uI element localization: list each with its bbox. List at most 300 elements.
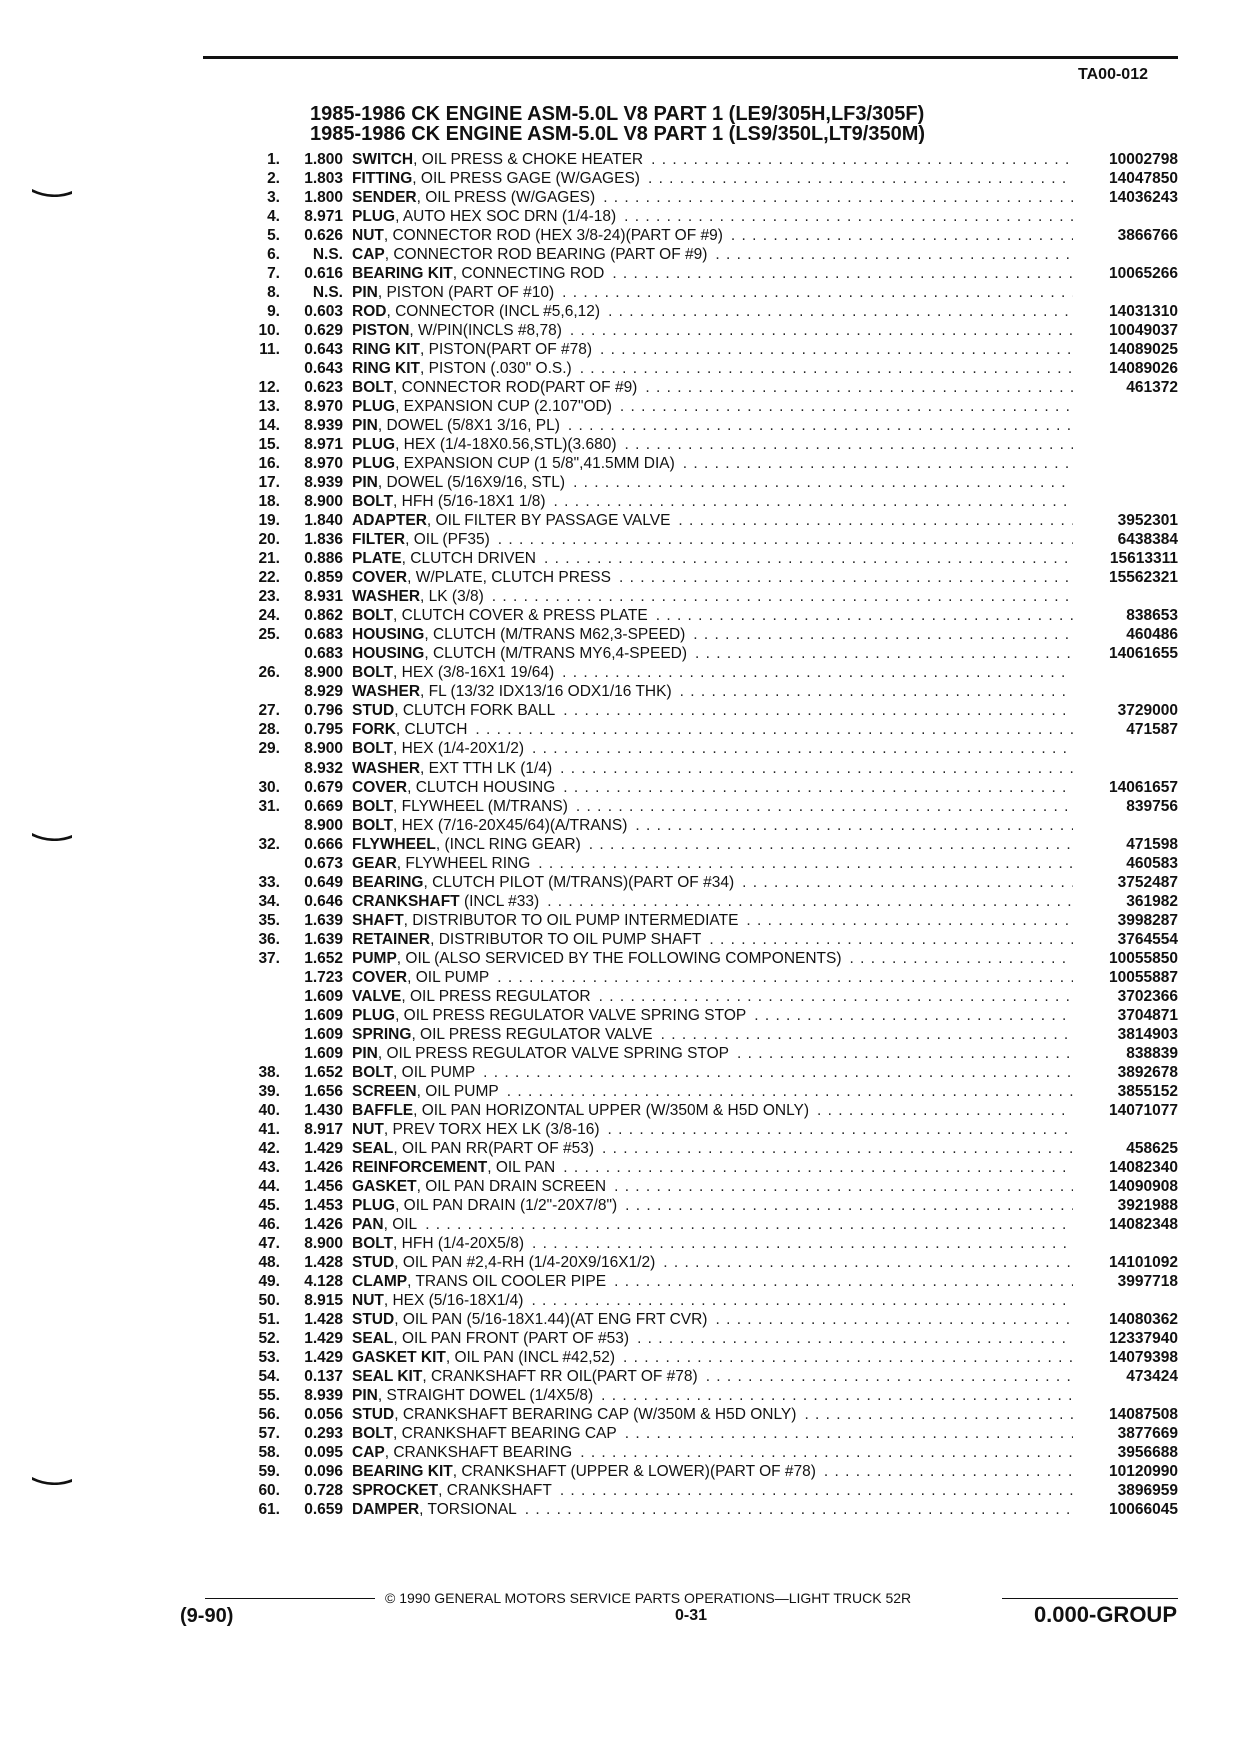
part-row bbox=[240, 987, 1178, 1006]
item-number: 30. bbox=[258, 778, 280, 796]
part-name: SPROCKET bbox=[352, 1482, 439, 1500]
leader-dots bbox=[563, 701, 1073, 720]
item-number: 50. bbox=[258, 1291, 280, 1309]
part-number: 14101092 bbox=[1109, 1253, 1178, 1271]
part-detail: , PISTON(PART OF #78) bbox=[420, 341, 593, 359]
part-row bbox=[240, 150, 1178, 169]
part-row bbox=[240, 340, 1178, 359]
group-number: 0.796 bbox=[304, 702, 343, 720]
leader-dots bbox=[554, 492, 1073, 511]
part-row bbox=[240, 283, 1178, 302]
group-number: 0.603 bbox=[304, 303, 343, 321]
part-detail: , OIL FILTER BY PASSAGE VALVE bbox=[426, 512, 671, 530]
item-number: 44. bbox=[258, 1177, 280, 1195]
part-name: NUT bbox=[352, 1120, 384, 1138]
group-number: 1.639 bbox=[304, 911, 343, 929]
leader-dots bbox=[737, 1044, 1073, 1063]
part-row bbox=[240, 797, 1178, 816]
group-number: 1.840 bbox=[304, 512, 343, 530]
part-row bbox=[240, 1272, 1178, 1291]
part-detail: , TORSIONAL bbox=[419, 1501, 517, 1519]
part-detail: , PREV TORX HEX LK (3/8-16) bbox=[383, 1120, 600, 1138]
part-row bbox=[240, 226, 1178, 245]
part-description bbox=[352, 549, 1073, 568]
item-number: 21. bbox=[258, 550, 280, 568]
part-name: BOLT bbox=[352, 379, 394, 397]
part-number: 3952301 bbox=[1117, 512, 1178, 530]
part-number: 3998287 bbox=[1117, 911, 1178, 929]
part-detail: , OIL PRESS REGULATOR VALVE SPRING STOP bbox=[395, 1006, 747, 1024]
part-row bbox=[240, 1253, 1178, 1272]
group-number: 1.609 bbox=[304, 1006, 343, 1024]
leader-dots bbox=[544, 549, 1073, 568]
part-row bbox=[240, 873, 1178, 892]
part-name: SEAL KIT bbox=[352, 1368, 423, 1385]
part-row bbox=[240, 397, 1178, 416]
leader-dots bbox=[602, 1139, 1073, 1158]
part-row bbox=[240, 1291, 1178, 1310]
part-number: 458625 bbox=[1126, 1139, 1178, 1157]
leader-dots bbox=[645, 378, 1073, 397]
leader-dots bbox=[661, 1025, 1073, 1044]
part-number: 14089025 bbox=[1109, 341, 1178, 359]
part-row bbox=[240, 245, 1178, 264]
part-row bbox=[240, 587, 1178, 606]
leader-dots bbox=[525, 1500, 1073, 1519]
part-description bbox=[352, 568, 1073, 587]
part-number: 14089026 bbox=[1109, 360, 1178, 378]
item-number: 14. bbox=[258, 417, 280, 435]
part-number: 3702366 bbox=[1117, 987, 1178, 1005]
leader-dots bbox=[804, 1405, 1073, 1424]
group-number: 8.900 bbox=[304, 740, 343, 758]
part-description bbox=[352, 797, 1073, 816]
leader-dots bbox=[563, 778, 1073, 797]
group-number: 8.971 bbox=[304, 436, 343, 454]
part-name: FITTING bbox=[352, 170, 413, 188]
part-number: 14061655 bbox=[1109, 645, 1178, 663]
part-detail: , CLUTCH FORK BALL bbox=[394, 702, 556, 720]
part-description bbox=[352, 1329, 1073, 1348]
part-detail: , OIL PRESS REGULATOR bbox=[401, 987, 591, 1005]
part-detail: , CONNECTOR ROD(PART OF #9) bbox=[393, 379, 638, 397]
leader-dots bbox=[715, 245, 1073, 264]
item-number: 7. bbox=[267, 265, 280, 283]
part-detail: , CONNECTOR ROD BEARING (PART OF #9) bbox=[384, 246, 708, 264]
part-row bbox=[240, 435, 1178, 454]
part-name: PUMP bbox=[352, 949, 397, 967]
part-number: 15562321 bbox=[1109, 569, 1178, 587]
part-description bbox=[352, 701, 1073, 720]
item-number: 27. bbox=[258, 702, 280, 720]
part-row bbox=[240, 1234, 1178, 1253]
item-number: 55. bbox=[258, 1387, 280, 1405]
leader-dots bbox=[576, 797, 1073, 816]
group-number: 1.609 bbox=[304, 1044, 343, 1062]
part-description bbox=[352, 283, 1073, 302]
part-row bbox=[240, 1101, 1178, 1120]
part-description bbox=[352, 1462, 1073, 1481]
part-number: 14061657 bbox=[1109, 778, 1178, 796]
part-number: 14031310 bbox=[1109, 303, 1178, 321]
part-name: HOUSING bbox=[352, 645, 425, 663]
part-detail: , OIL bbox=[383, 1215, 418, 1233]
part-description bbox=[352, 321, 1073, 340]
part-row bbox=[240, 835, 1178, 854]
item-number: 42. bbox=[258, 1139, 280, 1157]
part-row bbox=[240, 930, 1178, 949]
item-number: 61. bbox=[258, 1501, 280, 1519]
part-description bbox=[352, 1272, 1073, 1291]
part-row bbox=[240, 1424, 1178, 1443]
item-number: 34. bbox=[258, 892, 280, 910]
part-number: 361982 bbox=[1126, 892, 1178, 910]
part-name: BEARING bbox=[352, 873, 424, 891]
part-name: NUT bbox=[352, 227, 384, 245]
group-number: 0.643 bbox=[304, 360, 343, 378]
part-number: 14080362 bbox=[1109, 1310, 1178, 1328]
part-detail: , HEX (1/4-20X1/2) bbox=[393, 740, 524, 758]
part-name: BOLT bbox=[352, 1063, 394, 1081]
part-description bbox=[352, 245, 1073, 264]
group-number: 1.429 bbox=[304, 1348, 343, 1366]
part-description bbox=[352, 1291, 1073, 1310]
leader-dots bbox=[538, 854, 1073, 873]
part-number: 473424 bbox=[1126, 1368, 1178, 1385]
group-number: 1.652 bbox=[304, 1063, 343, 1081]
item-number: 9. bbox=[267, 303, 280, 321]
part-row bbox=[240, 264, 1178, 283]
group-number: 8.900 bbox=[304, 1234, 343, 1252]
item-number: 57. bbox=[258, 1425, 280, 1443]
group-number: 0.666 bbox=[304, 835, 343, 853]
part-number: 14071077 bbox=[1109, 1101, 1178, 1119]
part-detail: , AUTO HEX SOC DRN (1/4-18) bbox=[395, 208, 617, 226]
part-detail: , CRANKSHAFT BEARING bbox=[384, 1444, 573, 1462]
part-name: RING KIT bbox=[352, 341, 421, 359]
item-number: 39. bbox=[258, 1082, 280, 1100]
part-description bbox=[352, 492, 1073, 511]
part-description bbox=[352, 1500, 1073, 1519]
group-number: 0.626 bbox=[304, 227, 343, 245]
part-row bbox=[240, 625, 1178, 644]
group-number: 8.939 bbox=[304, 417, 343, 435]
group-number: 1.428 bbox=[304, 1253, 343, 1271]
part-description bbox=[352, 150, 1073, 169]
part-description bbox=[352, 473, 1073, 492]
part-description bbox=[352, 530, 1073, 549]
part-description bbox=[352, 1310, 1073, 1329]
part-name: ROD bbox=[352, 303, 387, 321]
part-name: PLUG bbox=[352, 436, 396, 454]
revision-date: (9-90) bbox=[180, 1605, 234, 1627]
group-number: 8.915 bbox=[304, 1291, 343, 1309]
part-row bbox=[240, 1462, 1178, 1481]
part-row bbox=[240, 854, 1178, 873]
part-detail: , CONNECTOR (INCL #5,6,12) bbox=[386, 303, 601, 321]
item-number: 43. bbox=[258, 1158, 280, 1176]
group-number: 1.456 bbox=[304, 1177, 343, 1195]
leader-dots bbox=[625, 1196, 1073, 1215]
part-name: BOLT bbox=[352, 493, 394, 511]
item-number: 3. bbox=[267, 189, 280, 207]
part-number: 14082348 bbox=[1109, 1215, 1178, 1233]
page-title-line-2: 1985-1986 CK ENGINE ASM-5.0L V8 PART 1 (LS9/350L,LT9/350M) bbox=[310, 123, 926, 145]
part-name: STUD bbox=[352, 1310, 395, 1328]
group-number: 1.429 bbox=[304, 1329, 343, 1347]
part-description bbox=[352, 1025, 1073, 1044]
part-row bbox=[240, 1044, 1178, 1063]
part-number: 3892678 bbox=[1117, 1063, 1178, 1081]
item-number: 32. bbox=[258, 835, 280, 853]
leader-dots bbox=[475, 720, 1073, 739]
part-description bbox=[352, 1348, 1073, 1367]
item-number: 5. bbox=[267, 227, 280, 245]
part-detail: , OIL PRESS REGULATOR VALVE bbox=[411, 1025, 653, 1043]
part-name: PLATE bbox=[352, 550, 402, 568]
part-number: 838653 bbox=[1126, 607, 1178, 625]
leader-dots bbox=[531, 1291, 1073, 1310]
part-row bbox=[240, 1481, 1178, 1500]
group-number: 0.683 bbox=[304, 626, 343, 644]
leader-dots bbox=[695, 644, 1073, 663]
leader-dots bbox=[648, 169, 1073, 188]
part-detail: , CLUTCH PILOT (M/TRANS)(PART OF #34) bbox=[423, 873, 735, 891]
part-name: BEARING KIT bbox=[352, 265, 453, 283]
group-number: 0.000-GROUP bbox=[1033, 1602, 1177, 1627]
part-number: 461372 bbox=[1126, 379, 1178, 397]
leader-dots bbox=[599, 987, 1073, 1006]
part-number: 14082340 bbox=[1109, 1158, 1178, 1176]
item-number: 38. bbox=[258, 1063, 280, 1081]
item-number: 23. bbox=[258, 588, 280, 606]
part-detail: , CONNECTOR ROD (HEX 3/8-24)(PART OF #9) bbox=[383, 227, 723, 245]
leader-dots bbox=[608, 1120, 1073, 1139]
part-row bbox=[240, 1405, 1178, 1424]
item-number: 22. bbox=[258, 569, 280, 587]
part-number: 3752487 bbox=[1117, 873, 1178, 891]
part-name: SCREEN bbox=[352, 1082, 417, 1100]
leader-dots bbox=[560, 759, 1073, 778]
part-number: 14036243 bbox=[1109, 189, 1178, 207]
item-number: 45. bbox=[258, 1196, 280, 1214]
leader-dots bbox=[620, 397, 1073, 416]
leader-dots bbox=[614, 1177, 1073, 1196]
part-name: COVER bbox=[352, 778, 408, 796]
group-number: 0.646 bbox=[304, 892, 343, 910]
group-number: 4.128 bbox=[304, 1272, 343, 1290]
leader-dots bbox=[425, 1215, 1073, 1234]
part-description bbox=[352, 397, 1073, 416]
leader-dots bbox=[742, 873, 1073, 892]
part-description bbox=[352, 1215, 1073, 1234]
item-number: 59. bbox=[258, 1463, 280, 1481]
part-detail: , CONNECTING ROD bbox=[452, 265, 605, 283]
item-number: 36. bbox=[258, 930, 280, 948]
part-name: WASHER bbox=[352, 759, 421, 777]
binder-hole-mark bbox=[32, 832, 72, 841]
part-name: PIN bbox=[352, 1387, 378, 1405]
group-number: 8.900 bbox=[304, 816, 343, 834]
part-row bbox=[240, 1310, 1178, 1329]
leader-dots bbox=[532, 1234, 1073, 1253]
group-number: 0.862 bbox=[304, 607, 343, 625]
part-description bbox=[352, 892, 1073, 911]
part-detail: , HEX (5/16-18X1/4) bbox=[383, 1291, 524, 1309]
item-number: 48. bbox=[258, 1253, 280, 1271]
part-detail: , W/PIN(INCLS #8,78) bbox=[409, 322, 562, 340]
part-row bbox=[240, 1082, 1178, 1101]
part-name: RETAINER bbox=[352, 930, 431, 948]
part-detail: , CLUTCH bbox=[395, 721, 468, 739]
part-description bbox=[352, 1044, 1073, 1063]
group-number: 0.649 bbox=[304, 873, 343, 891]
part-name: FLYWHEEL bbox=[352, 835, 436, 853]
part-detail: , EXPANSION CUP (2.107"OD) bbox=[395, 398, 612, 416]
parts-list bbox=[240, 150, 1178, 1519]
item-number: 20. bbox=[258, 531, 280, 549]
group-number: 1.803 bbox=[304, 170, 343, 188]
item-number: 33. bbox=[258, 873, 280, 891]
leader-dots bbox=[678, 511, 1073, 530]
part-detail: , DISTRIBUTOR TO OIL PUMP INTERMEDIATE bbox=[403, 911, 739, 929]
part-row bbox=[240, 359, 1178, 378]
part-row bbox=[240, 1386, 1178, 1405]
group-number: 1.430 bbox=[304, 1101, 343, 1119]
part-detail: , TRANS OIL COOLER PIPE bbox=[407, 1272, 607, 1290]
part-row bbox=[240, 1329, 1178, 1348]
part-name: FORK bbox=[352, 721, 396, 739]
part-description bbox=[352, 968, 1073, 987]
part-detail: , FLYWHEEL RING bbox=[396, 854, 531, 872]
item-number: 4. bbox=[267, 208, 280, 226]
part-name: COVER bbox=[352, 569, 408, 587]
part-description bbox=[352, 454, 1073, 473]
group-number: 1.836 bbox=[304, 531, 343, 549]
part-row bbox=[240, 1139, 1178, 1158]
leader-dots bbox=[580, 1443, 1073, 1462]
leader-dots bbox=[532, 739, 1073, 758]
leader-dots bbox=[497, 968, 1073, 987]
item-number: 15. bbox=[258, 436, 280, 454]
part-number: 839756 bbox=[1126, 797, 1178, 815]
part-detail: , PISTON (PART OF #10) bbox=[377, 284, 555, 302]
part-detail: , CRANKSHAFT (UPPER & LOWER)(PART OF #78) bbox=[452, 1463, 816, 1481]
part-description bbox=[352, 778, 1073, 797]
group-number: 0.673 bbox=[304, 854, 343, 872]
part-description bbox=[352, 1082, 1073, 1101]
part-name: ADAPTER bbox=[352, 512, 427, 530]
part-detail: , OIL PAN FRONT (PART OF #53) bbox=[393, 1329, 630, 1347]
part-description bbox=[352, 682, 1073, 701]
part-number: 3921988 bbox=[1117, 1196, 1178, 1214]
group-number: 1.453 bbox=[304, 1196, 343, 1214]
item-number: 54. bbox=[258, 1368, 280, 1385]
group-number: 0.616 bbox=[304, 265, 343, 283]
part-number: 10055850 bbox=[1109, 949, 1178, 967]
leader-dots bbox=[715, 1310, 1073, 1329]
group-number: 8.917 bbox=[304, 1120, 343, 1138]
part-row bbox=[240, 911, 1178, 930]
leader-dots bbox=[625, 1424, 1073, 1443]
part-number: 10120990 bbox=[1109, 1463, 1178, 1481]
part-name: GASKET KIT bbox=[352, 1348, 446, 1366]
part-number: 3997718 bbox=[1117, 1272, 1178, 1290]
part-row bbox=[240, 454, 1178, 473]
leader-dots bbox=[483, 1063, 1073, 1082]
part-description bbox=[352, 1481, 1073, 1500]
copyright-notice: © 1990 GENERAL MOTORS SERVICE PARTS OPERATIONS—LIGHT TRUCK 52R bbox=[385, 1590, 912, 1606]
part-number: 12337940 bbox=[1109, 1329, 1178, 1347]
part-row bbox=[240, 492, 1178, 511]
leader-dots bbox=[608, 302, 1073, 321]
leader-dots bbox=[603, 188, 1073, 207]
part-number: 838839 bbox=[1126, 1044, 1178, 1062]
part-description bbox=[352, 911, 1073, 930]
part-row bbox=[240, 644, 1178, 663]
item-number: 12. bbox=[258, 379, 280, 397]
part-description bbox=[352, 587, 1073, 606]
part-row bbox=[240, 1196, 1178, 1215]
group-number: 8.900 bbox=[304, 493, 343, 511]
part-number: 14079398 bbox=[1109, 1348, 1178, 1366]
part-description bbox=[352, 1386, 1073, 1405]
part-number: 14090908 bbox=[1109, 1177, 1178, 1195]
leader-dots bbox=[651, 150, 1073, 169]
part-name: CLAMP bbox=[352, 1272, 408, 1290]
part-name: STUD bbox=[352, 1253, 395, 1271]
part-detail: , OIL PAN (5/16-18X1.44)(AT ENG FRT CVR) bbox=[394, 1310, 708, 1328]
part-number: 6438384 bbox=[1117, 531, 1178, 549]
group-number: 0.629 bbox=[304, 322, 343, 340]
part-detail: , OIL PAN HORIZONTAL UPPER (W/350M & H5D ONLY) bbox=[413, 1101, 810, 1119]
binder-hole-mark bbox=[32, 188, 72, 197]
item-number: 26. bbox=[258, 664, 280, 682]
part-description bbox=[352, 854, 1073, 873]
leader-dots bbox=[507, 1082, 1073, 1101]
part-row bbox=[240, 1215, 1178, 1234]
part-description bbox=[352, 511, 1073, 530]
part-name: SENDER bbox=[352, 189, 417, 207]
item-number: 41. bbox=[258, 1120, 280, 1138]
part-number: 10055887 bbox=[1109, 968, 1178, 986]
part-description bbox=[352, 606, 1073, 625]
part-number: 3814903 bbox=[1117, 1025, 1178, 1043]
group-number: 0.683 bbox=[304, 645, 343, 663]
leader-dots bbox=[624, 435, 1073, 454]
part-description bbox=[352, 226, 1073, 245]
part-number: 471587 bbox=[1126, 721, 1178, 739]
part-description bbox=[352, 1139, 1073, 1158]
leader-dots bbox=[693, 625, 1073, 644]
item-number: 28. bbox=[258, 721, 280, 739]
group-number: 8.971 bbox=[304, 208, 343, 226]
group-number: 1.429 bbox=[304, 1139, 343, 1157]
group-number: 8.929 bbox=[304, 683, 343, 701]
item-number: 1. bbox=[267, 151, 280, 168]
part-name: RING KIT bbox=[352, 360, 421, 378]
part-row bbox=[240, 549, 1178, 568]
item-number: 53. bbox=[258, 1348, 280, 1366]
part-name: BAFFLE bbox=[352, 1101, 414, 1119]
part-detail: , OIL PRESS GAGE (W/GAGES) bbox=[412, 170, 640, 188]
leader-dots bbox=[612, 264, 1073, 283]
part-description bbox=[352, 188, 1073, 207]
group-number: 1.652 bbox=[304, 949, 343, 967]
item-number: 47. bbox=[258, 1234, 280, 1252]
group-number: 0.659 bbox=[304, 1501, 343, 1519]
group-number: 8.931 bbox=[304, 588, 343, 606]
